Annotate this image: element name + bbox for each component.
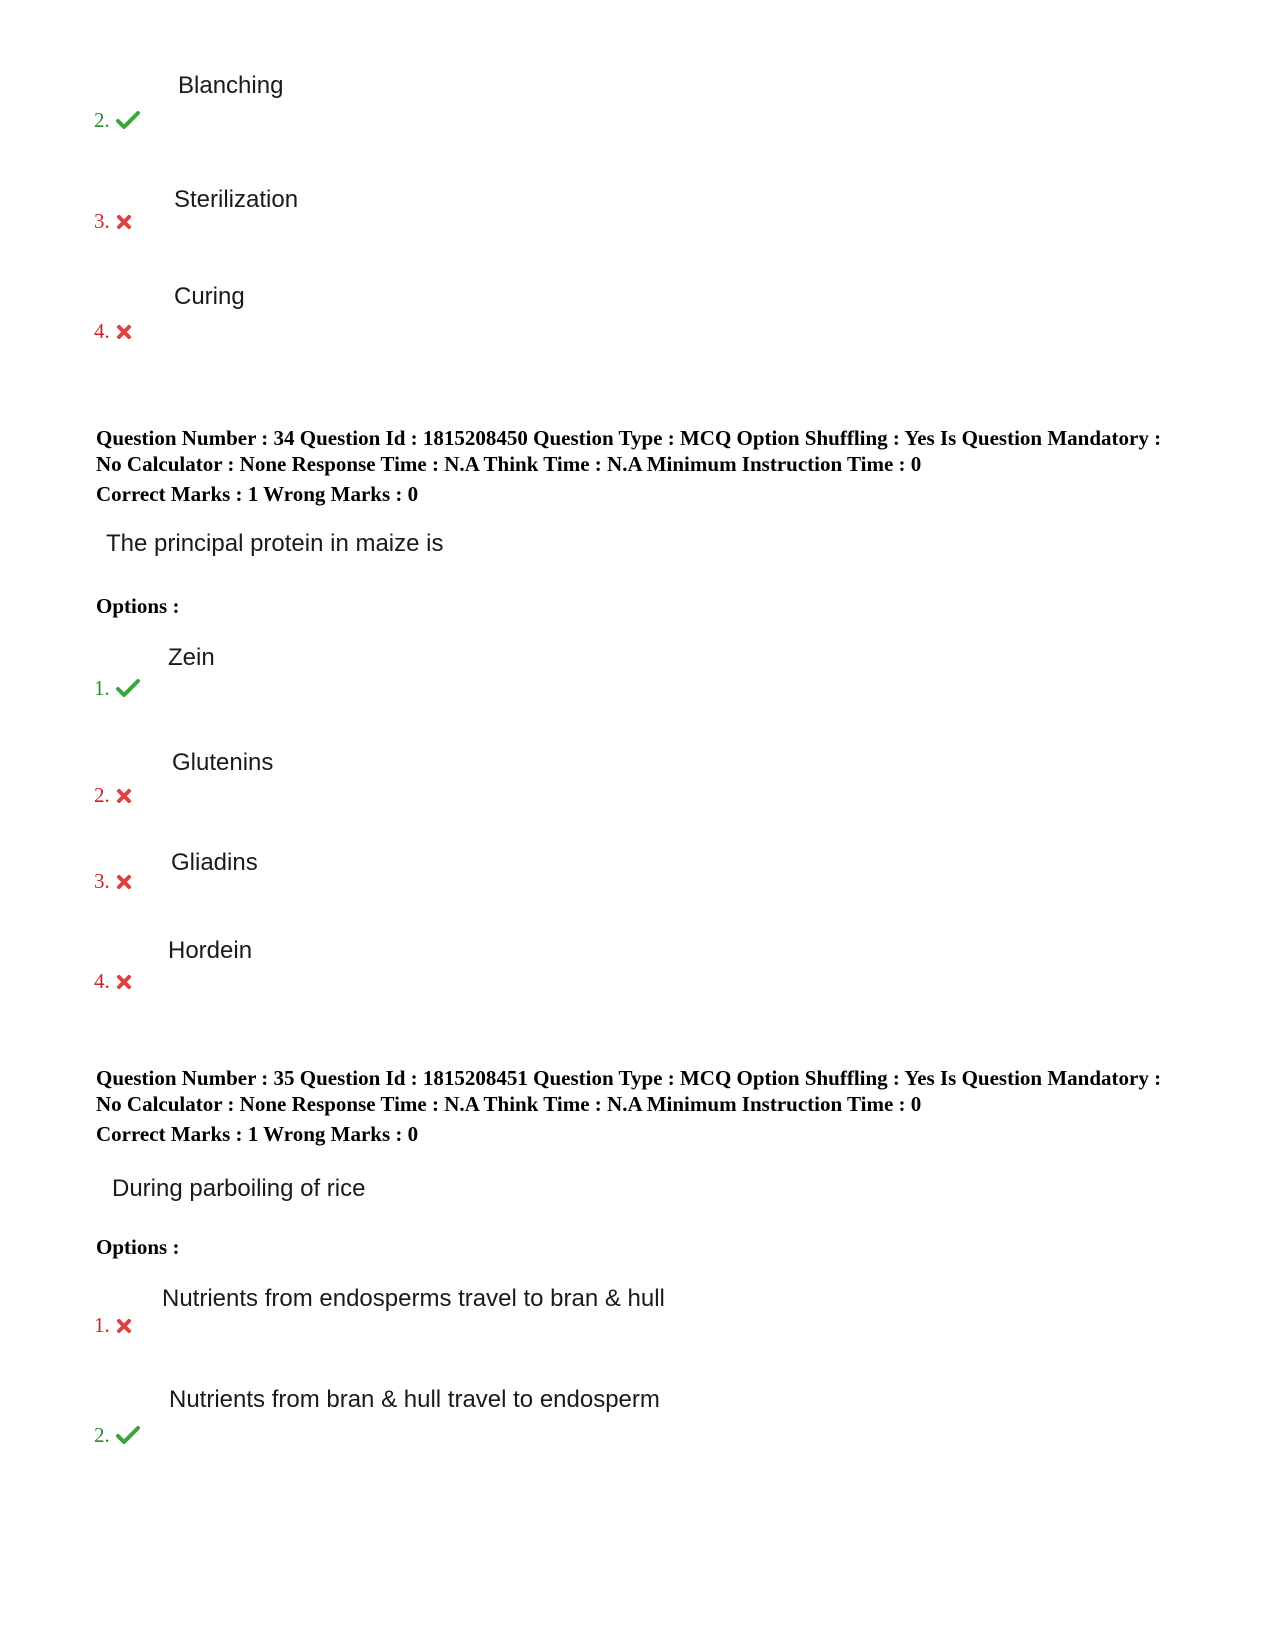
option-number xyxy=(94,108,140,135)
cross-icon xyxy=(116,1315,132,1340)
option-number xyxy=(94,1423,140,1450)
option-number xyxy=(94,1313,132,1340)
option-number-label: 3. xyxy=(94,209,110,233)
question-34-text: The principal protein in maize is xyxy=(106,530,444,557)
option-text: Curing xyxy=(174,283,245,310)
option-text: Hordein xyxy=(168,937,253,964)
question-meta-line: Question Number : 34 Question Id : 1815208450 Question Type : MCQ Option Shuffling : Yes Is Question Mandatory : No Calculator : None Response Time : N.A Think Time : N.A Minimum Instruction Time : 0 xyxy=(96,426,1162,476)
option-number xyxy=(94,783,132,810)
option-number xyxy=(94,869,132,896)
option-text: Nutrients from endosperms travel to bran & hull xyxy=(162,1285,665,1312)
option-number-label: 2. xyxy=(94,783,110,807)
cross-icon xyxy=(116,321,132,346)
question-35-meta xyxy=(96,1065,1176,1147)
option-number-label: 1. xyxy=(94,676,110,700)
question-meta-line: Question Number : 35 Question Id : 1815208451 Question Type : MCQ Option Shuffling : Yes Is Question Mandatory : No Calculator : None Response Time : N.A Think Time : N.A Minimum Instruction Time : 0 xyxy=(96,1066,1162,1116)
marks-line: Correct Marks : 1 Wrong Marks : 0 xyxy=(96,482,419,506)
cross-icon xyxy=(116,785,132,810)
cross-icon xyxy=(116,971,132,996)
question-35-text: During parboiling of rice xyxy=(112,1175,366,1202)
option-text: Glutenins xyxy=(172,749,274,776)
option-number-label: 4. xyxy=(94,969,110,993)
option-text: Nutrients from bran & hull travel to endosperm xyxy=(169,1386,660,1413)
options-label: Options : xyxy=(96,594,180,618)
options-label: Options : xyxy=(96,1235,180,1259)
option-number xyxy=(94,676,140,703)
check-icon xyxy=(116,1425,140,1450)
option-text: Zein xyxy=(168,644,215,671)
question-34-meta xyxy=(96,425,1176,507)
option-number-label: 2. xyxy=(94,1423,110,1447)
option-text: Blanching xyxy=(178,72,284,99)
cross-icon xyxy=(116,211,132,236)
option-number-label: 2. xyxy=(94,108,110,132)
option-text: Sterilization xyxy=(174,186,299,213)
option-number xyxy=(94,319,132,346)
check-icon xyxy=(116,678,140,703)
cross-icon xyxy=(116,871,132,896)
check-icon xyxy=(116,110,140,135)
marks-line: Correct Marks : 1 Wrong Marks : 0 xyxy=(96,1122,419,1146)
option-text: Gliadins xyxy=(171,849,258,876)
option-number-label: 3. xyxy=(94,869,110,893)
option-number xyxy=(94,209,132,236)
option-number-label: 4. xyxy=(94,319,110,343)
option-number-label: 1. xyxy=(94,1313,110,1337)
option-number xyxy=(94,969,132,996)
